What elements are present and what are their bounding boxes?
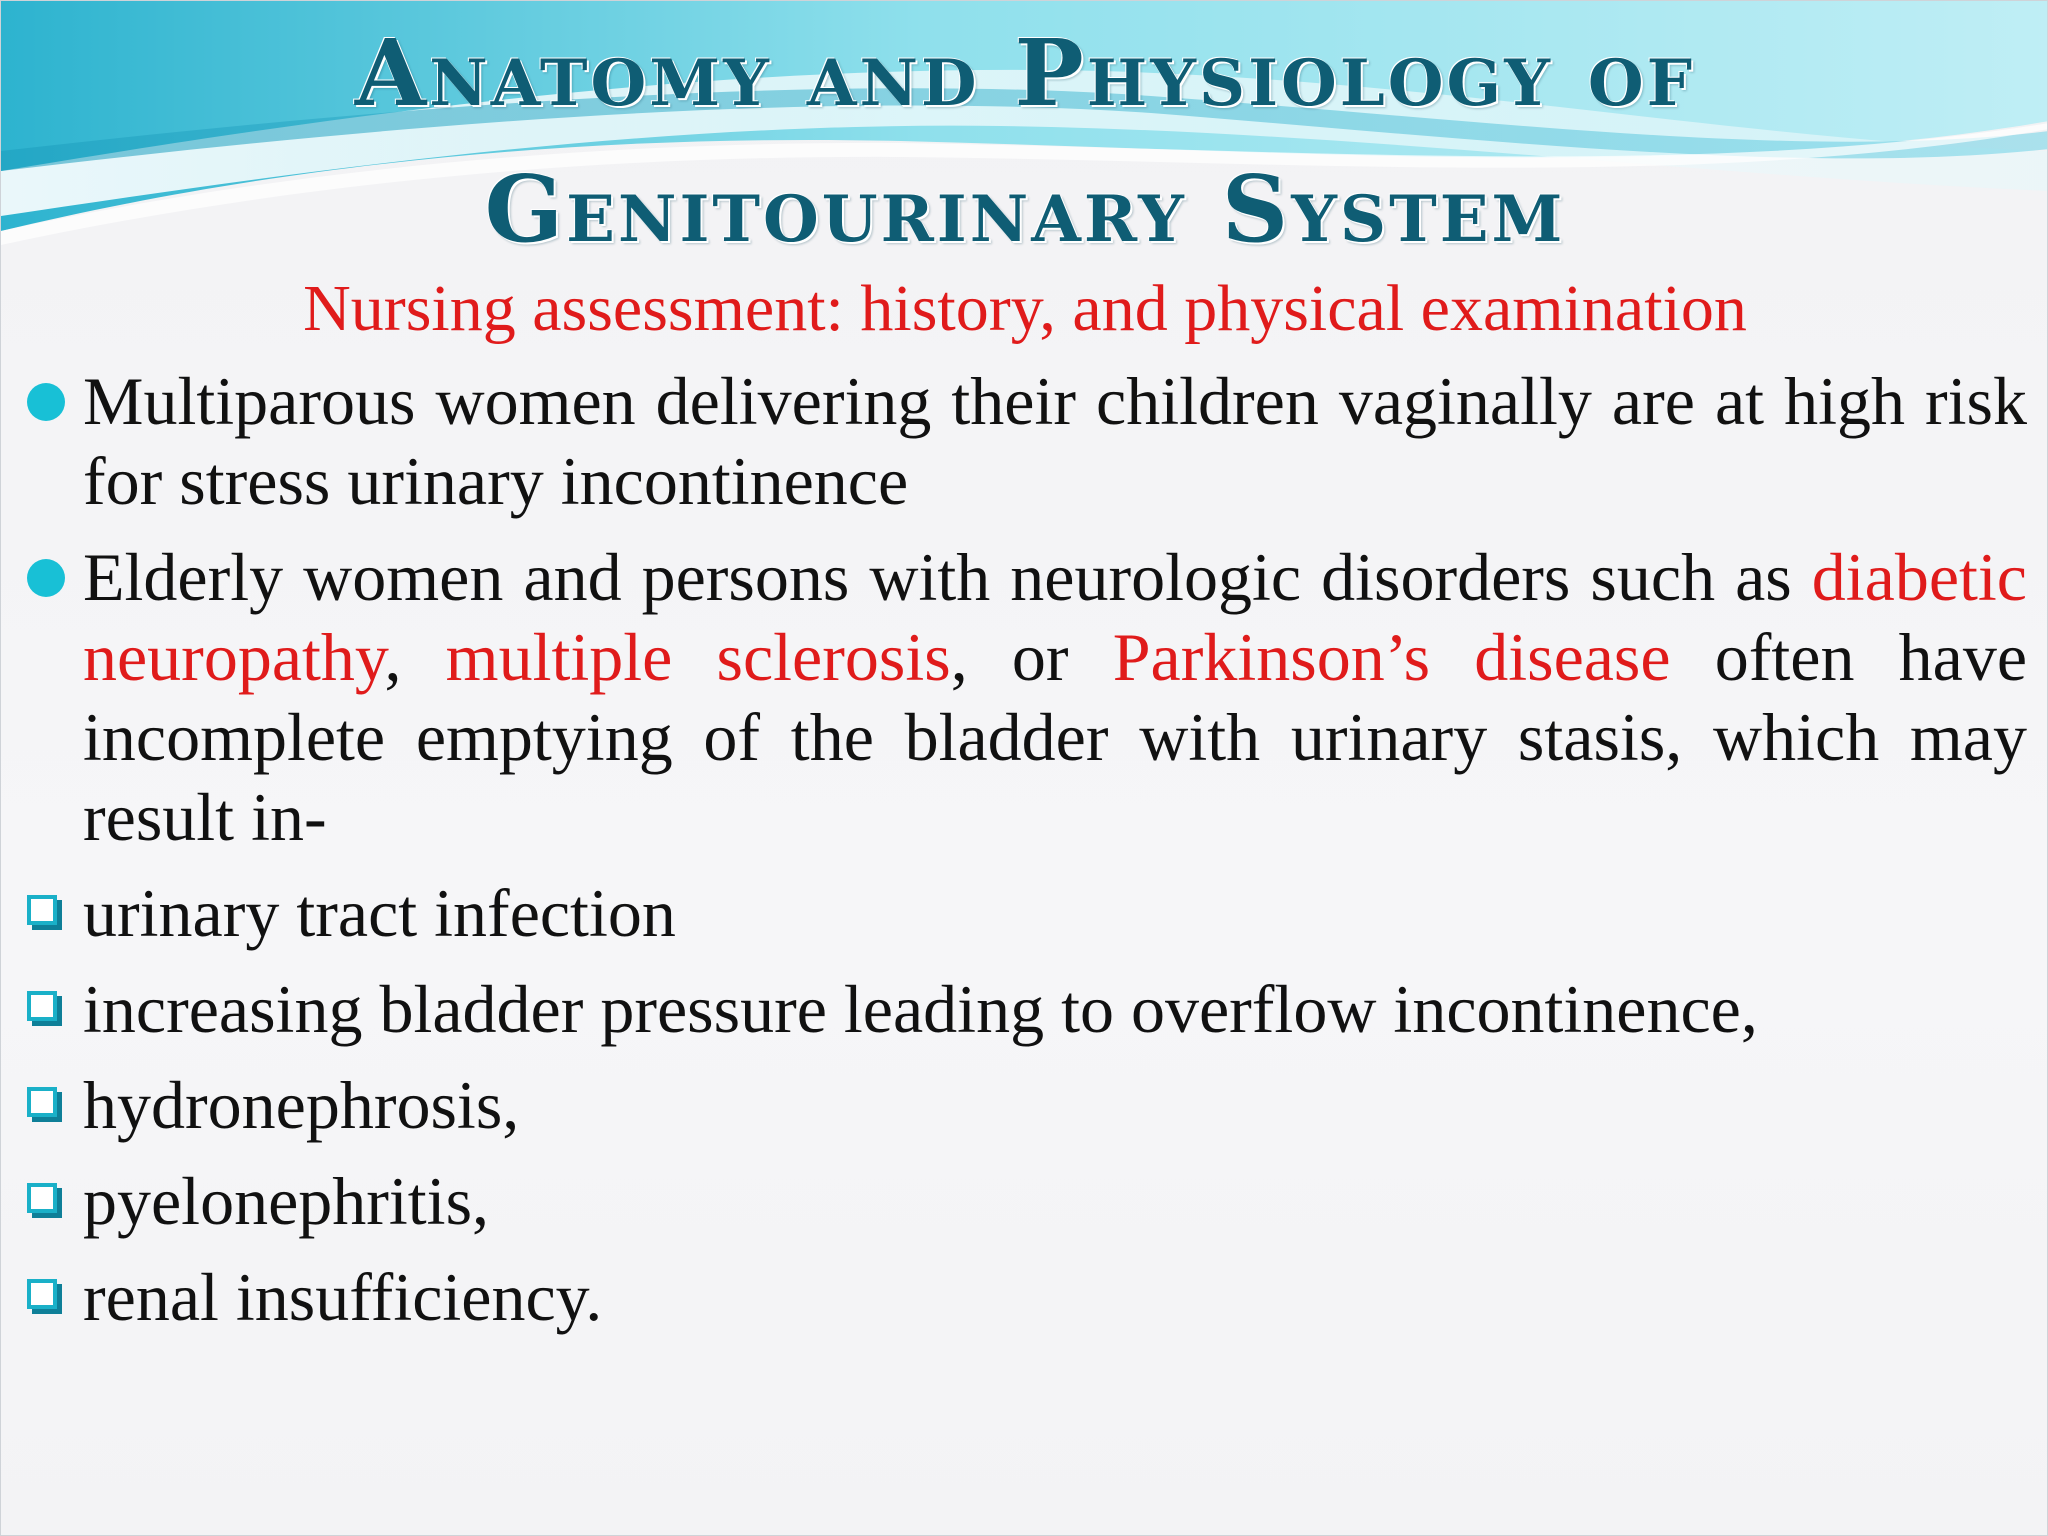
checkbox-bullet-icon: [27, 1183, 57, 1213]
title-line-1: Anatomy and Physiology of: [354, 19, 1696, 127]
cyan-bullet-icon: [27, 383, 65, 421]
bullet-text-part: , or: [950, 619, 1113, 695]
bullet-text-part: Elderly women and persons with neurologic disorders such as: [83, 539, 1812, 615]
checkbox-bullet-icon: [27, 1087, 57, 1117]
slide-title: [1, 5, 2048, 277]
sub-list-item: [21, 873, 2027, 953]
bullet-item: [21, 537, 2027, 857]
sub-item-text: urinary tract infection: [83, 875, 676, 951]
sub-list-item: [21, 1257, 2027, 1337]
sub-list-item: [21, 1065, 2027, 1145]
highlight-term: Parkinson’s disease: [1112, 619, 1671, 695]
sub-item-text: pyelonephritis,: [83, 1163, 490, 1239]
checkbox-bullet-icon: [27, 1279, 57, 1309]
slide-subtitle: Nursing assessment: history, and physical examination: [303, 272, 1747, 345]
bullet-text-part: ,: [384, 619, 446, 695]
bullet-text: Multiparous women delivering their children vaginally are at high risk for stress urinary incontinence: [83, 363, 2027, 519]
bullet-item: [21, 361, 2027, 521]
title-line-2: Genitourinary System: [484, 155, 1566, 263]
sub-item-text: increasing bladder pressure leading to overflow incontinence,: [83, 971, 1758, 1047]
content-body: [21, 361, 2027, 1353]
bullet-text-part: often have incomplete emptying of the bladder with urinary stasis, which may result in-: [83, 619, 2028, 855]
sub-list-item: [21, 969, 2027, 1049]
highlight-term: diabetic neuropathy: [83, 539, 2027, 695]
sub-list-item: [21, 1161, 2027, 1241]
sub-item-text: hydronephrosis,: [83, 1067, 520, 1143]
checkbox-bullet-icon: [27, 991, 57, 1021]
cyan-bullet-icon: [27, 559, 65, 597]
highlight-term: multiple sclerosis: [445, 619, 951, 695]
checkbox-bullet-icon: [27, 895, 57, 925]
sub-item-text: renal insufficiency.: [83, 1259, 603, 1335]
